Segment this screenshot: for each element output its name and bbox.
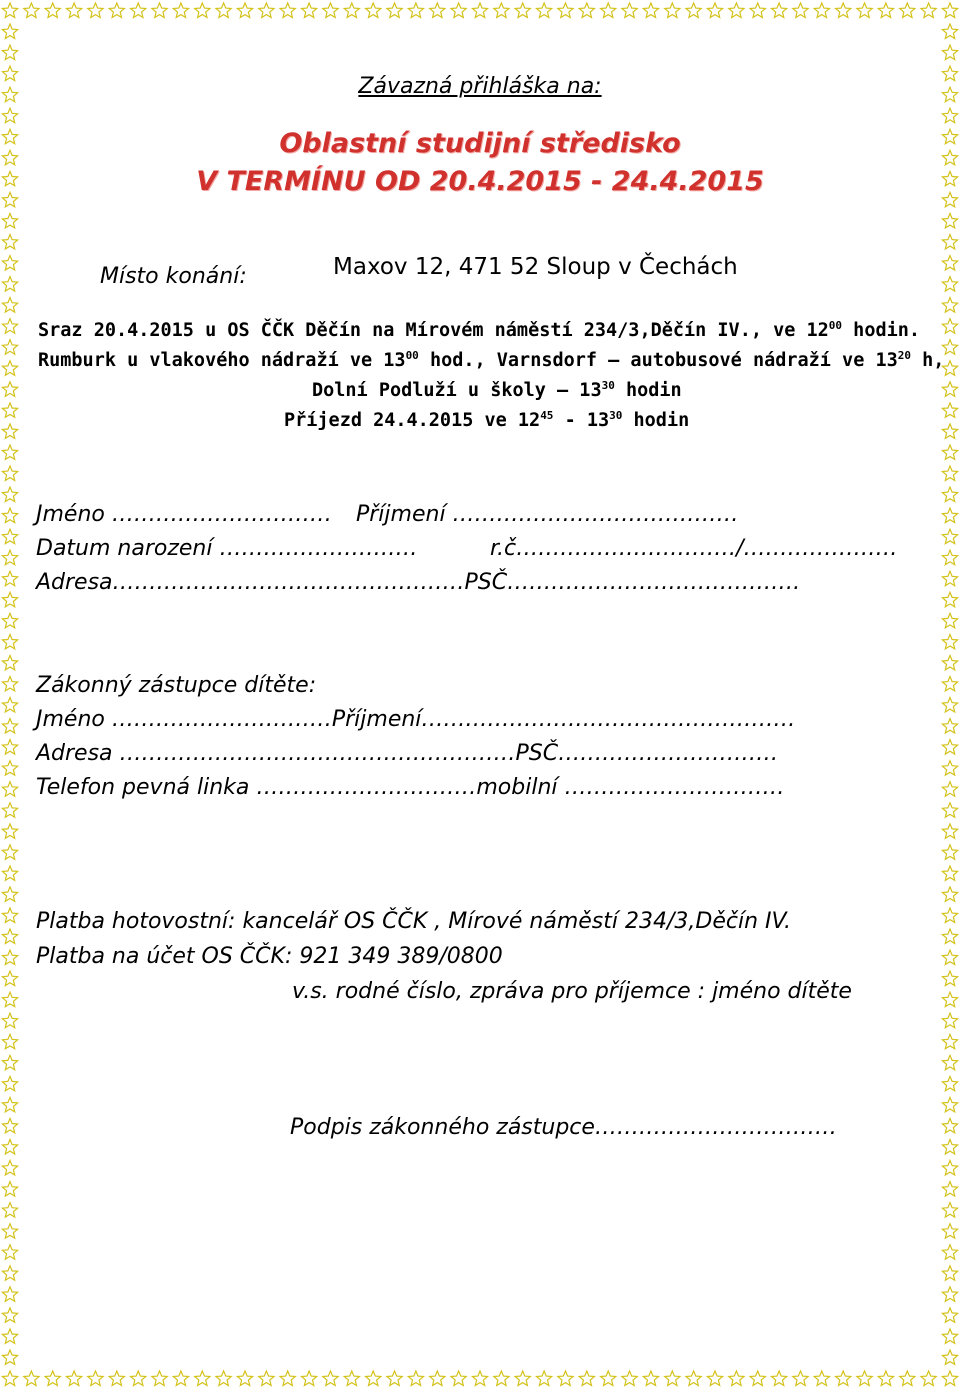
info-line-4: Příjezd 24.4.2015 ve $12^{45} - 13^{30}$ hodin — [284, 409, 690, 432]
child-surname-field[interactable]: Příjmení ………………………………… — [356, 502, 739, 527]
guardian-name-field[interactable]: Jméno …………………………Příjmení…………………………………………… — [36, 707, 796, 732]
payment-account: Platba na účet OS ČČK: 921 349 389/0800 — [36, 944, 503, 969]
guardian-phone-field[interactable]: Telefon pevná linka …………………………mobilní ………………………… — [36, 775, 785, 800]
title-line-1: Oblastní studijní středisko — [279, 128, 681, 159]
info-line-2: Rumburk u vlakového nádraží ve $13^{00}$ hod., Varnsdorf – autobusové nádraží ve $13^{20}$ h, — [38, 349, 945, 372]
guardian-address-field[interactable]: Adresa ………………………………………………PSČ………………………… — [36, 741, 779, 766]
place-label: Místo konání: — [100, 264, 247, 289]
form-heading: Závazná přihláška na: — [358, 74, 602, 99]
child-birth-number-field[interactable]: r.č…………………………/………………… — [490, 536, 898, 561]
payment-reference: v.s. rodné číslo, zpráva pro příjemce : jméno dítěte — [292, 979, 852, 1004]
place-value: Maxov 12, 471 52 Sloup v Čechách — [333, 254, 738, 280]
info-line-3: Dolní Podluží u školy – $13^{30}$ hodin — [312, 379, 682, 402]
guardian-title: Zákonný zástupce dítěte: — [36, 673, 317, 698]
title-line-2: V TERMÍNU OD 20.4.2015 - 24.4.2015 — [196, 166, 764, 197]
child-name-field[interactable]: Jméno ………………………… — [36, 502, 332, 527]
signature-field[interactable]: Podpis zákonného zástupce…………………………… — [290, 1115, 837, 1140]
child-address-field[interactable]: Adresa…………………………………………PSČ…………………………………. — [36, 570, 801, 595]
payment-cash: Platba hotovostní: kancelář OS ČČK , Mírové náměstí 234/3,Děčín IV. — [36, 909, 792, 934]
info-line-1: Sraz 20.4.2015 u OS ČČK Děčín na Mírovém náměstí 234/3,Děčín IV., ve $12^{00}$ hodin. — [38, 319, 921, 342]
child-birthdate-field[interactable]: Datum narození ……………………… — [36, 536, 418, 561]
